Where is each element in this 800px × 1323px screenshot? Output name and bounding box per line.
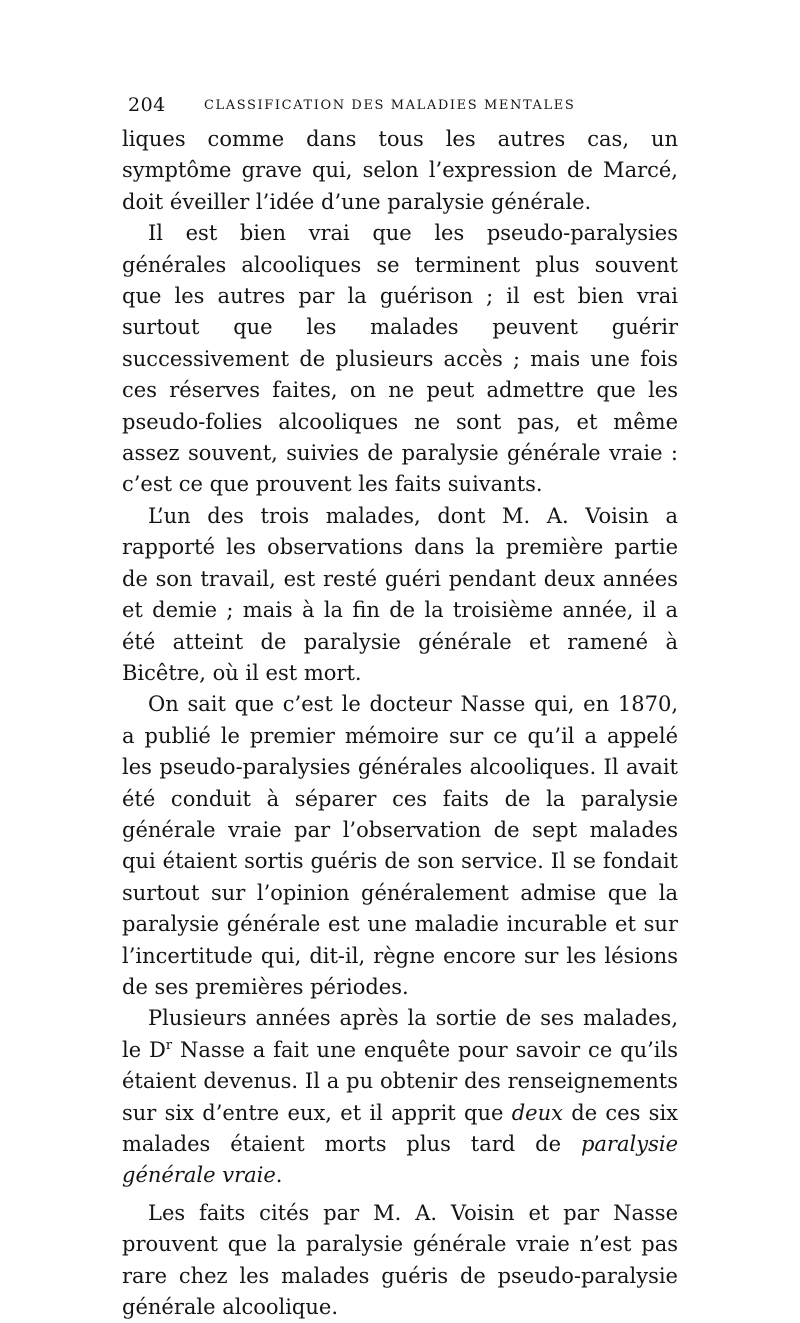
italic-paralysie-generale-vraie: paralysie générale vraie	[122, 1132, 678, 1188]
paragraph-nasse-enquiry	[122, 1003, 678, 1191]
page-header	[122, 92, 682, 118]
body-text	[122, 124, 678, 1323]
superscript-r: r	[165, 1037, 173, 1053]
text-run: Nasse a fait une enquête pour savoir ce qu’ils étaient devenus. Il a pu obtenir des renseignements sur six d’entre eux, et il apprit que	[122, 1037, 678, 1125]
text-run: .	[275, 1163, 283, 1188]
text-run: Plusieurs années après la sortie de ses malades, le D	[122, 1006, 678, 1062]
italic-deux: deux	[511, 1100, 563, 1125]
text-run: de ces six malades étaient morts plus tard de	[122, 1100, 678, 1156]
paragraph: L’un des trois malades, dont M. A. Voisin a rapporté les observations dans la première partie de son travail, est resté guéri pendant deux années et demie ; mais à la fin de la troisième année, il a été atteint de paralysie générale et ramené à Bicêtre, où il est mort.	[122, 503, 678, 685]
paragraph: Il est bien vrai que les pseudo-paralysies générales alcooliques se terminent plus souvent que les autres par la guérison ; il est bien vrai surtout que les malades peuvent guérir successivement de plusieurs accès ; mais une fois ces réserves faites, on ne peut admettre que les pseudo-folies alcooliques ne sont pas, et même assez souvent, suivies de paralysie générale vraie : c’est ce que prouvent les faits suivants.	[122, 221, 678, 497]
paragraph-continuation: liques comme dans tous les autres cas, un symptôme grave qui, selon l’expression de Marcé, doit éveiller l’idée d’une paralysie générale.	[122, 127, 678, 214]
page-number: 204	[128, 94, 166, 116]
running-head: CLASSIFICATION DES MALADIES MENTALES	[204, 98, 576, 113]
paragraph: Les faits cités par M. A. Voisin et par Nasse prouvent que la paralysie générale vraie n’est pas rare chez les malades guéris de pseudo-paralysie générale alcoolique.	[122, 1200, 678, 1320]
paragraph: On sait que c’est le docteur Nasse qui, en 1870, a publié le premier mémoire sur ce qu’il a appelé les pseudo-paralysies générales alcooliques. Il avait été conduit à séparer ces faits de la paralysie générale vraie par l’observation de sept malades qui étaient sortis guéris de son service. Il se fondait surtout sur l’opinion généralement admise que la paralysie générale est une maladie incurable et sur l’incertitude qui, dit-il, règne encore sur les lésions de ses premières périodes.	[122, 692, 678, 999]
